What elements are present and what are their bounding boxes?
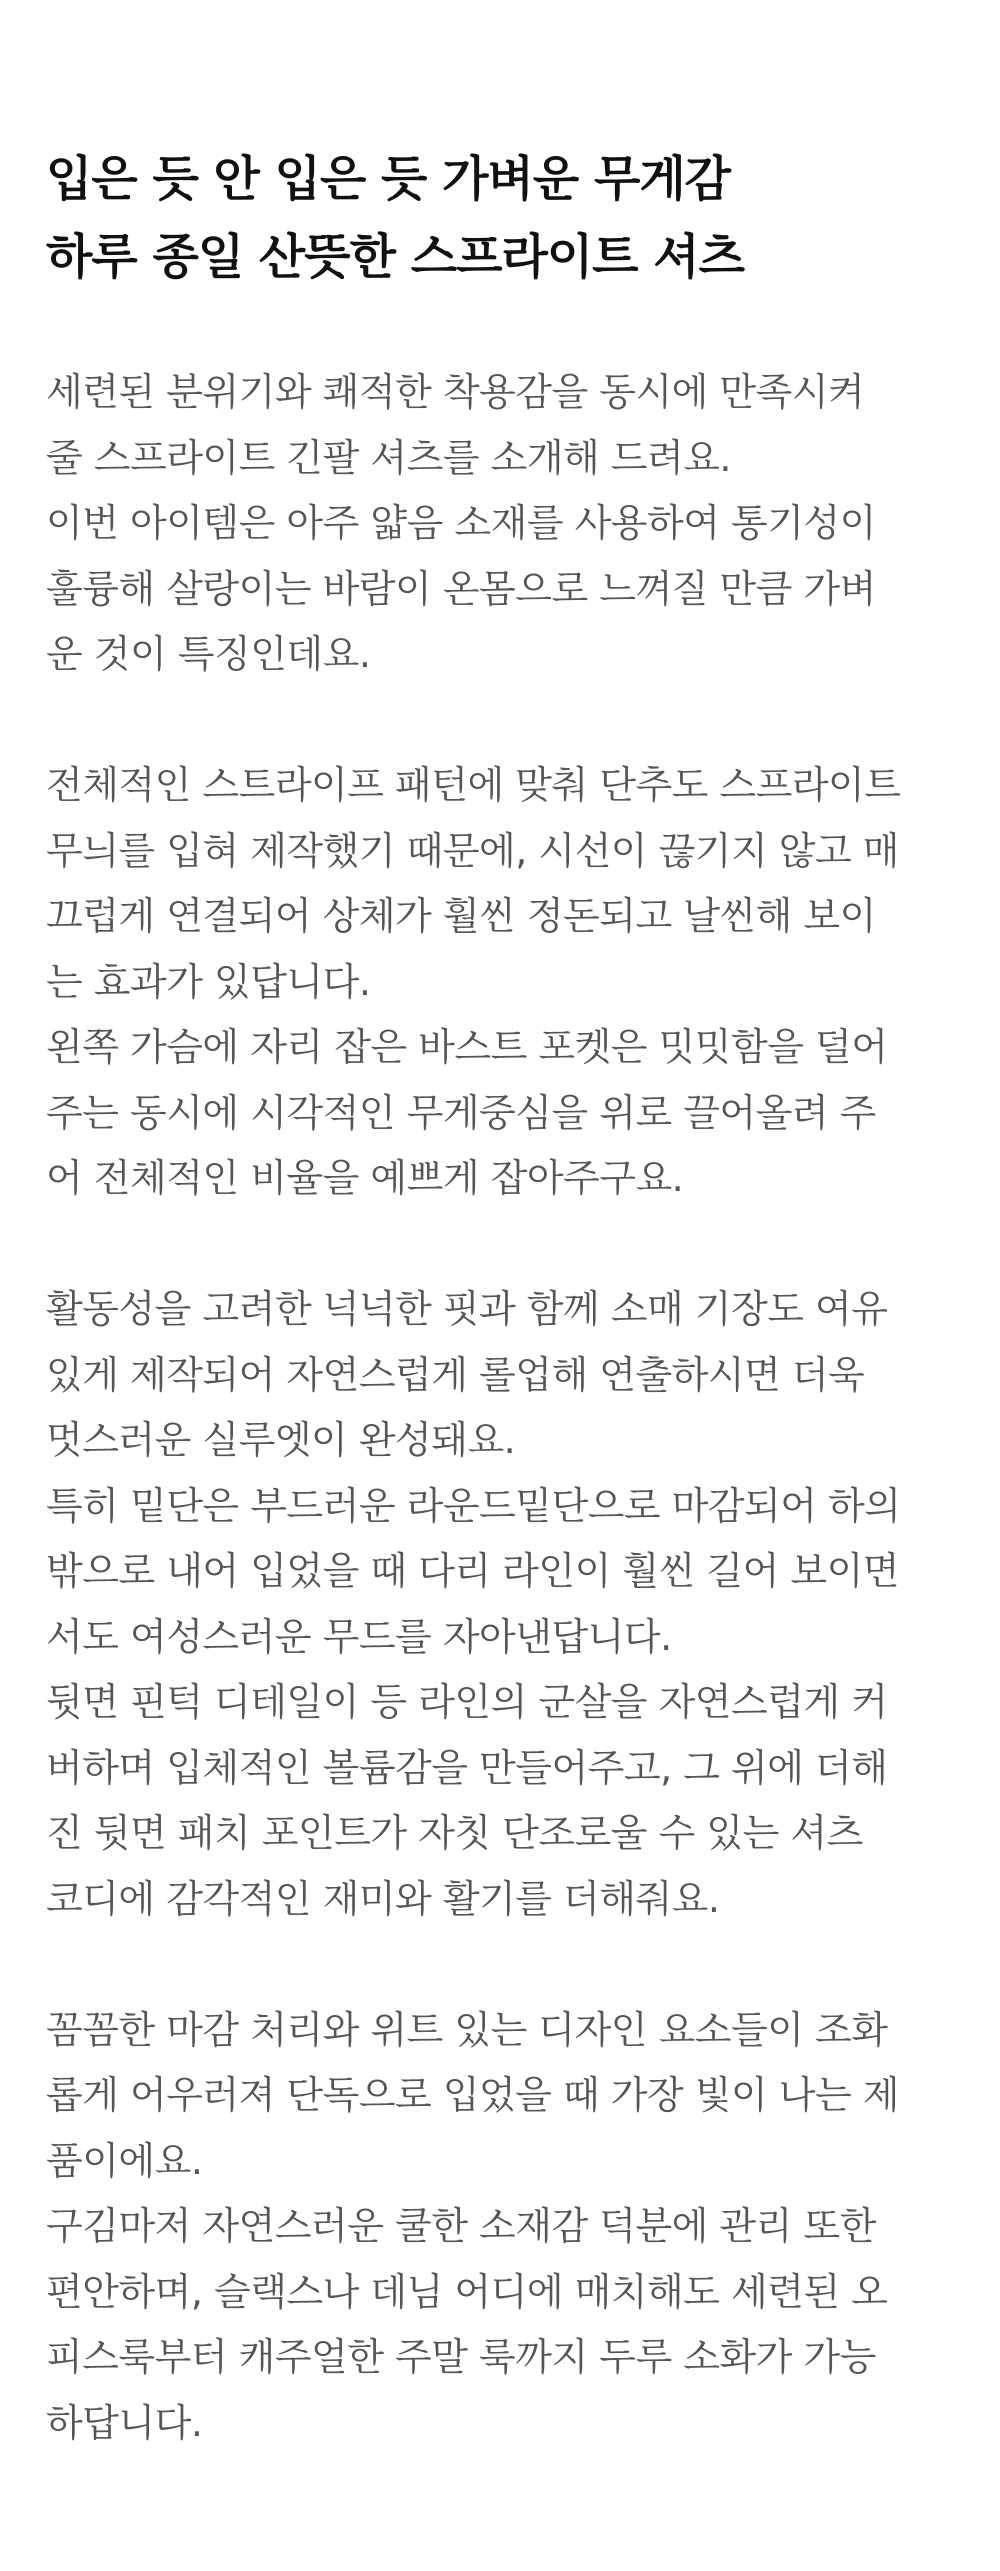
text-line: 는 효과가 있답니다. — [46, 959, 371, 1004]
headline-line: 하루 종일 산뜻한 스프라이트 셔츠 — [46, 229, 744, 285]
paragraph — [46, 491, 954, 688]
text-line: 구김마저 자연스러운 쿨한 소재감 덕분에 관리 또한 — [46, 2204, 876, 2248]
text-line: 뒷면 핀턱 디테일이 등 라인의 군살을 자연스럽게 커 — [46, 1680, 888, 1724]
paragraph — [46, 1474, 954, 1671]
text-line: 이번 아이템은 아주 얇음 소재를 사용하여 통기성이 — [46, 501, 876, 545]
description-section — [46, 753, 954, 1212]
paragraph — [46, 753, 954, 1015]
paragraph — [46, 1277, 954, 1474]
paragraph — [46, 1998, 954, 2195]
section-spacer — [46, 688, 954, 754]
section-spacer — [46, 1932, 954, 1998]
paragraph — [46, 360, 954, 491]
description-section — [46, 1277, 954, 1932]
text-line: 무늬를 입혀 제작했기 때문에, 시선이 끊기지 않고 매 — [46, 828, 900, 873]
text-line: 활동성을 고려한 넉넉한 핏과 함께 소매 기장도 여유 — [46, 1287, 888, 1331]
text-line: 꼼꼼한 마감 처리와 위트 있는 디자인 요소들이 조화 — [46, 2007, 888, 2052]
description-body — [46, 360, 954, 2456]
paragraph — [46, 1670, 954, 1932]
text-line: 주는 동시에 시각적인 무게중심을 위로 끌어올려 주 — [46, 1090, 876, 1135]
text-line: 하답니다. — [46, 2400, 203, 2445]
text-line: 왼쪽 가슴에 자리 잡은 바스트 포켓은 밋밋함을 덜어 — [46, 1025, 888, 1069]
text-line: 특히 밑단은 부드러운 라운드밑단으로 마감되어 하의 — [46, 1483, 901, 1528]
text-line: 끄럽게 연결되어 상체가 훨씬 정돈되고 날씬해 보이 — [46, 894, 876, 938]
paragraph — [46, 2194, 954, 2456]
text-line: 밖으로 내어 입었을 때 다리 라인이 훨씬 길어 보이면 — [46, 1549, 900, 1593]
text-line: 멋스러운 실루엣이 완성돼요. — [46, 1418, 516, 1462]
description-section — [46, 360, 954, 688]
text-line: 전체적인 스트라이프 패턴에 맞춰 단추도 스프라이트 — [46, 763, 901, 807]
text-line: 있게 제작되어 자연스럽게 롤업해 연출하시면 더욱 — [46, 1352, 865, 1397]
text-line: 편안하며, 슬랙스나 데님 어디에 매치해도 세련된 오 — [46, 2269, 888, 2314]
text-line: 코디에 감각적인 재미와 활기를 더해줘요. — [46, 1876, 720, 1921]
text-line: 품이에요. — [46, 2138, 203, 2183]
text-line: 진 뒷면 패치 포인트가 자칫 단조로울 수 있는 셔츠 — [46, 1811, 863, 1855]
headline — [46, 140, 954, 296]
text-line: 롭게 어우러져 단독으로 입었을 때 가장 빛이 나는 제 — [46, 2073, 900, 2117]
text-line: 어 전체적인 비율을 예쁘게 잡아주구요. — [46, 1156, 684, 1200]
text-line: 피스룩부터 캐주얼한 주말 룩까지 두루 소화가 가능 — [46, 2335, 876, 2379]
headline-line: 입은 듯 안 입은 듯 가벼운 무게감 — [46, 151, 731, 207]
text-line: 운 것이 특징인데요. — [46, 632, 371, 676]
paragraph — [46, 1015, 954, 1212]
text-line: 줄 스프라이트 긴팔 셔츠를 소개해 드려요. — [46, 435, 732, 480]
text-line: 버하며 입체적인 볼륨감을 만들어주고, 그 위에 더해 — [46, 1745, 888, 1790]
text-line: 서도 여성스러운 무드를 자아낸답니다. — [46, 1614, 672, 1659]
text-line: 세련된 분위기와 쾌적한 착용감을 동시에 만족시켜 — [46, 370, 865, 414]
section-spacer — [46, 1212, 954, 1278]
description-section — [46, 1998, 954, 2457]
text-line: 훌륭해 살랑이는 바람이 온몸으로 느껴질 만큼 가벼 — [46, 566, 876, 611]
